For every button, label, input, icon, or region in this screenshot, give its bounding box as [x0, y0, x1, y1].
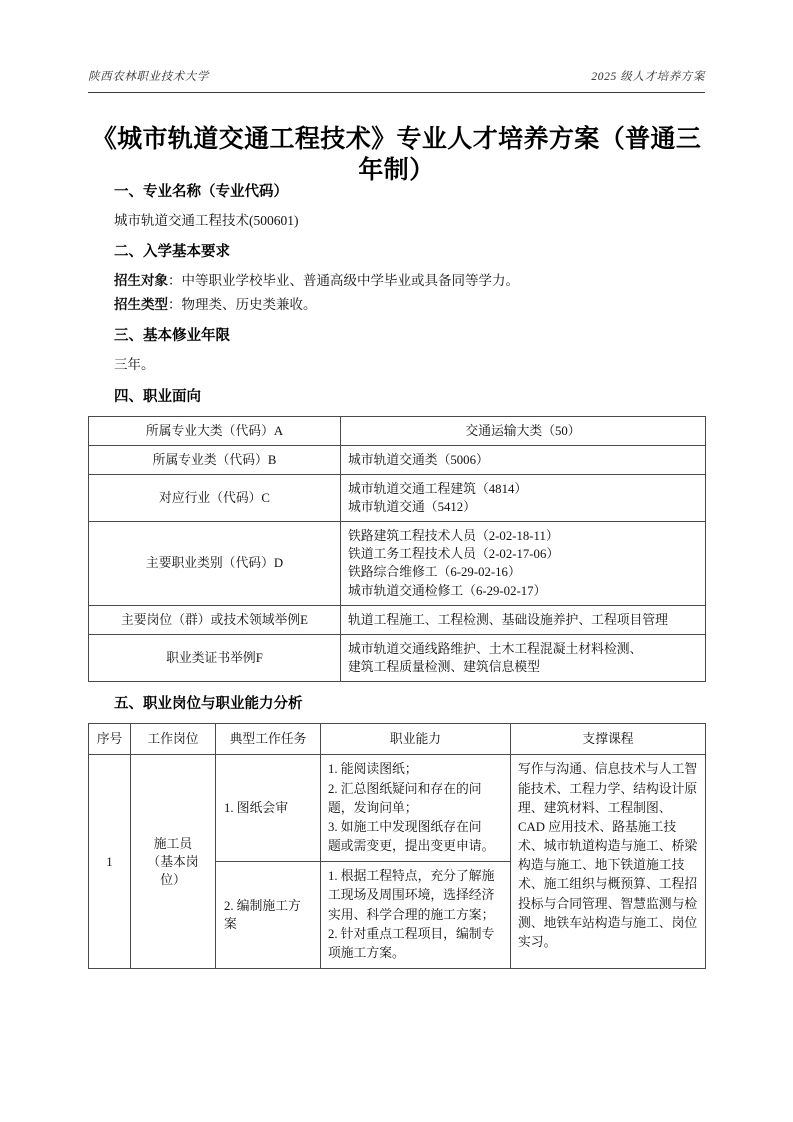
capability-line: 2. 针对重点工程项目，编制专: [328, 926, 495, 941]
study-duration: 三年。: [114, 357, 155, 373]
spacer: [88, 345, 705, 357]
career-row-value: [341, 522, 706, 606]
capability-line: 题，发询问单；: [328, 800, 418, 815]
enrollment-target-label: 招生对象: [114, 273, 168, 290]
career-row-value: [341, 416, 706, 445]
table-row: [89, 445, 706, 474]
career-value-line: 交通运输大类（50）: [465, 423, 581, 438]
career-row-label: 所属专业大类（代码）A: [89, 416, 341, 445]
ability-cell-index: 1: [89, 755, 131, 969]
section-heading-1: 一、专业名称（专业代码）: [114, 184, 288, 200]
document-body: [88, 185, 705, 969]
career-value-line: 城市轨道交通类（5006）: [348, 452, 489, 467]
ability-cell-course: 写作与沟通、信息技术与人工智能技术、工程力学、结构设计原理、建筑材料、工程制图、CAD 应用技术、路基施工技术、城市轨道构造与施工、桥梁构造与施工、地下铁道施工技术、施工组织与概预算、工程招投标与合同管理、智慧监测与检测、地铁车站构造与施工、岗位实习。: [511, 755, 706, 969]
ability-cell-task: 2. 编制施工方案: [216, 862, 321, 969]
ability-col-header-post: 工作岗位: [131, 724, 216, 755]
capability-line: 项施工方案。: [328, 946, 405, 960]
enrollment-type-label: 招生类型: [114, 297, 168, 314]
career-row-value: [341, 634, 706, 681]
career-row-label: 所属专业类（代码）B: [89, 445, 341, 474]
ability-analysis-table: [88, 723, 706, 969]
table-row: [89, 474, 706, 521]
ability-col-header-course: 支撑课程: [511, 724, 706, 755]
career-value-line: 铁路建筑工程技术人员（2-02-18-11）: [348, 529, 559, 544]
capability-line: 工现场及周围环境，选择经济: [328, 888, 495, 903]
ability-cell-post: [131, 755, 216, 969]
capability-line: 2. 汇总图纸疑问和存在的问: [328, 781, 482, 796]
enrollment-type-value: ：物理类、历史类兼收。: [168, 297, 317, 313]
career-value-line: 城市轨道交通（5412）: [348, 499, 476, 514]
career-row-label: 职业类证书举例F: [89, 634, 341, 681]
running-header-rule: [88, 92, 705, 93]
career-row-label: 对应行业（代码）C: [89, 474, 341, 521]
section-heading-5: 五、职业岗位与职业能力分析: [114, 696, 303, 713]
table-row: [89, 605, 706, 634]
career-row-label: 主要岗位（群）或技术领域举例E: [89, 605, 341, 634]
career-value-line: 轨道工程施工、工程检测、基础设施养护、工程项目管理: [348, 612, 668, 627]
spacer: [88, 201, 705, 213]
section-heading-2: 二、入学基本要求: [114, 244, 230, 261]
post-line: 施工员: [153, 836, 193, 851]
spacer: [88, 682, 705, 697]
spacer: [88, 229, 705, 245]
ability-cell-capability: [321, 862, 511, 969]
table-row: [89, 634, 706, 681]
career-row-value: [341, 445, 706, 474]
career-value-line: 城市轨道交通工程建筑（4814）: [348, 481, 528, 496]
running-header-left: 陕西农林职业技术大学: [88, 71, 209, 83]
career-value-line: 铁道工务工程技术人员（2-02-17-06）: [348, 547, 560, 562]
ability-table-head: [89, 724, 706, 755]
table-header-row: [89, 724, 706, 755]
career-value-line: 建筑工程质量检测、建筑信息模型: [348, 660, 540, 675]
ability-table-body: [89, 755, 706, 969]
career-row-label: 主要职业类别（代码）D: [89, 522, 341, 606]
enrollment-target-value: ：中等职业学校毕业、普通高级中学毕业或具备同等学力。: [168, 273, 519, 289]
capability-line: 1. 能阅读图纸；: [328, 762, 418, 777]
ability-col-header-capability: 职业能力: [321, 724, 511, 755]
running-header-right: 2025 级人才培养方案: [591, 71, 705, 83]
post-line: （基本岗位）: [147, 854, 199, 887]
capability-line: 3. 如施工中发现图纸存在问: [328, 819, 482, 834]
career-value-line: 铁路综合维修工（6-29-02-16）: [348, 565, 521, 580]
page-title: 《城市轨道交通工程技术》专业人才培养方案（普通三年制）: [91, 126, 702, 185]
spacer: [88, 713, 705, 723]
major-name-code: 城市轨道交通工程技术(500601): [114, 212, 299, 228]
table-row: [89, 755, 706, 862]
career-row-value: [341, 474, 706, 521]
spacer: [88, 374, 705, 390]
ability-col-header-index: 序号: [89, 724, 131, 755]
career-table-body: [89, 416, 706, 682]
section-heading-4: 四、职业面向: [114, 388, 201, 405]
spacer: [88, 261, 705, 273]
running-header: [88, 68, 705, 88]
ability-col-header-task: 典型工作任务: [216, 724, 321, 755]
career-value-line: 城市轨道交通线路维护、土木工程混凝土材料检测、: [348, 641, 643, 656]
ability-cell-capability: [321, 755, 511, 862]
capability-line: 1. 根据工程特点，充分了解施: [328, 869, 495, 884]
table-row: [89, 416, 706, 445]
career-row-value: [341, 605, 706, 634]
capability-line: 实用、科学合理的施工方案；: [328, 907, 495, 922]
enrollment-type-line: [88, 297, 705, 313]
capability-line: 题或需变更，提出变更申请。: [328, 839, 495, 854]
section-heading-3: 三、基本修业年限: [114, 328, 230, 345]
ability-cell-task: 1. 图纸会审: [216, 755, 321, 862]
enrollment-target-line: [88, 273, 705, 289]
career-orientation-table: [88, 416, 706, 683]
career-value-line: 城市轨道交通检修工（6-29-02-17）: [348, 583, 547, 598]
table-row: [89, 522, 706, 606]
spacer: [88, 406, 705, 416]
